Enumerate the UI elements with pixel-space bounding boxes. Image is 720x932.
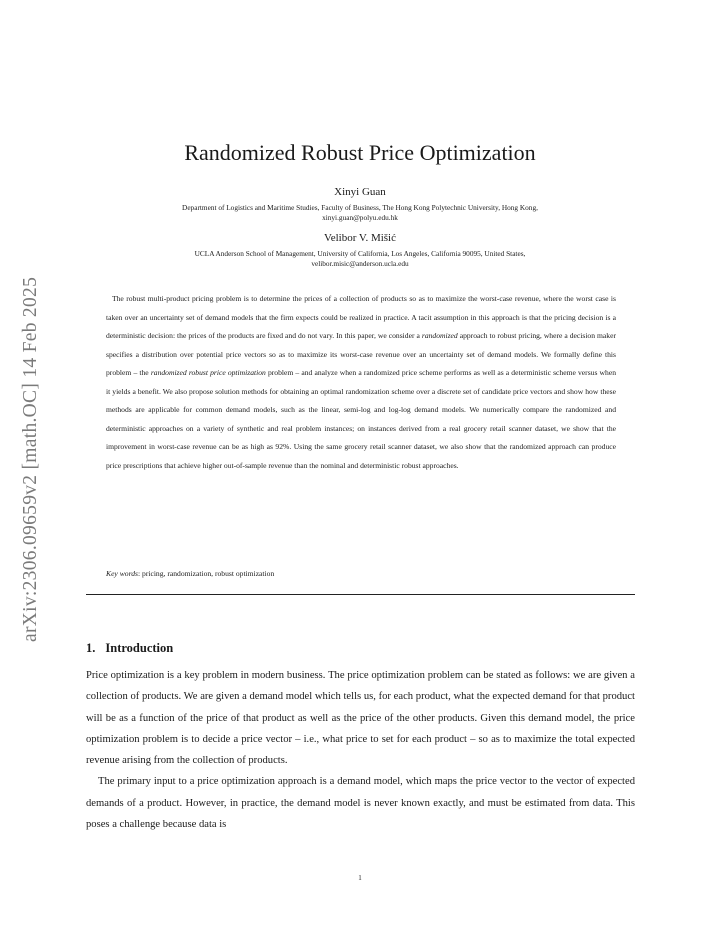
keywords: Key words: pricing, randomization, robust optimization	[106, 569, 275, 578]
author-affiliation	[88, 249, 632, 269]
paragraph: The primary input to a price optimization approach is a demand model, which maps the price vector to the vector of expected demands of a product. However, in practice, the demand model is never known exactly, and must be estimated from data. This poses a challenge because data is	[86, 776, 635, 831]
keywords-label: Key words	[106, 569, 138, 578]
page-number: 1	[358, 874, 362, 882]
paragraph: Price optimization is a key problem in modern business. The price optimization problem can be stated as follows: we are given a collection of products. We are given a demand model which tells us, for each product, what the expected demand for that product will be as a function of the price of that product as well as the price of the other products. Given this demand model, the price optimization problem is to decide a price vector – i.e., what price to set for each product – so as to maximize the total expected revenue arising from the collection of products.	[86, 670, 635, 767]
affiliation-text: Department of Logistics and Maritime Studies, Faculty of Business, The Hong Kong Polytechnic University, Hong Kong,	[182, 203, 538, 212]
author-name: Xinyi Guan	[334, 186, 386, 198]
affiliation-text: UCLA Anderson School of Management, University of California, Los Angeles, California 90095, United States,	[194, 249, 526, 258]
section-title: Introduction	[105, 641, 174, 655]
abstract	[106, 290, 616, 475]
arxiv-identifier: arXiv:2306.09659v2 [math.OC] 14 Feb 2025	[20, 276, 41, 642]
paper-title: Randomized Robust Price Optimization	[184, 140, 536, 165]
abstract-emphasis: randomized robust price optimization	[150, 368, 266, 377]
author-email: velibor.misic@anderson.ucla.edu	[311, 259, 409, 268]
abstract-emphasis: randomized	[421, 331, 458, 340]
author-name: Velibor V. Mišić	[323, 232, 396, 244]
author-email: xinyi.guan@polyu.edu.hk	[322, 213, 398, 222]
section-divider	[86, 594, 635, 595]
abstract-text: The robust multi-product pricing problem is to determine the prices of a collection of products so as to maximize the worst-case revenue, where the worst case is taken over an uncertainty set of demand models that the firm expects could be realized in practice. A tacit assumption in this approach is that the pricing decision is a deterministic decision: the prices of the products are fixed and do not vary. In this paper, we consider a randomized approach to robust pricing, where a decision maker specifies a distribution over potential price vectors so as to maximize its worst-case revenue over an uncertainty set of demand models. We formally define this problem – the randomized robust price optimization problem – and analyze when a randomized price scheme performs as well as a deterministic scheme versus when it yields a benefit. We also propose solution methods for obtaining an optimal randomization scheme over a discrete set of candidate price vectors and show how these methods are applicable for common demand models, such as the linear, semi-log and log-log demand models. We numerically compare the randomized and deterministic approaches on a variety of synthetic and real problem instances; on instances derived from a real grocery retail scanner dataset, we show that the improvement in worst-case revenue can be as high as 92%. Using the same grocery retail scanner dataset, we also show that the randomized approach can produce price prescriptions that achieve higher out-of-sample revenue than the nominal and deterministic robust approaches.	[106, 294, 617, 470]
keywords-value: pricing, randomization, robust optimization	[142, 569, 275, 578]
section-heading	[86, 641, 173, 656]
author-affiliation	[88, 203, 632, 223]
section-number: 1.	[86, 641, 96, 655]
section-body	[86, 665, 635, 835]
